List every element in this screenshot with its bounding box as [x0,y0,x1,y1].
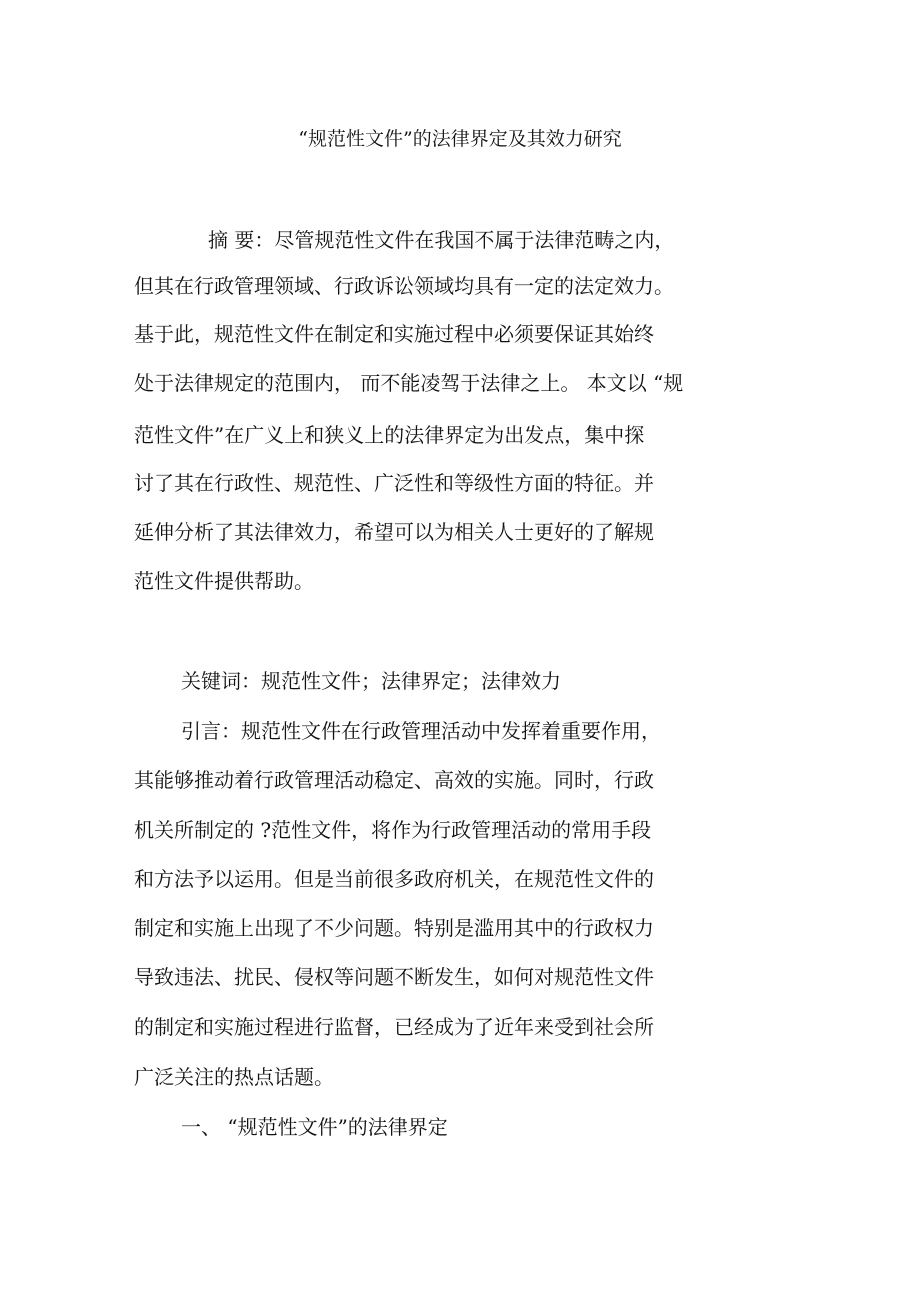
document-title: “规范性文件”的法律界定及其效力研究 [298,128,622,150]
abstract-line: 延伸分析了其法律效力，希望可以为相关人士更好的了解规 [134,520,654,544]
abstract-line: 基于此，规范性文件在制定和实施过程中必须要保证其始终 [134,322,654,346]
abstract-line: 摘 要：尽管规范性文件在我国不属于法律范畴之内， [208,228,675,252]
intro-line: 机关所制定的 ?范性文件，将作为行政管理活动的常用手段 [134,818,652,842]
abstract-line: 范性文件”在广义上和狭义上的法律界定为出发点，集中探 [134,423,645,447]
abstract-line: 讨了其在行政性、规范性、广泛性和等级性方面的特征。并 [134,471,654,495]
abstract-line: 处于法律规定的范围内， 而不能凌驾于法律之上。 本文以 “规 [134,371,684,395]
intro-line: 和方法予以运用。但是当前很多政府机关，在规范性文件的 [134,867,654,891]
intro-line: 广泛关注的热点话题。 [134,1065,334,1089]
intro-line: 的制定和实施过程进行监督，已经成为了近年来受到社会所 [134,1015,654,1039]
intro-line: 其能够推动着行政管理活动稳定、高效的实施。同时，行政 [134,768,654,792]
intro-line: 制定和实施上出现了不少问题。特别是滥用其中的行政权力 [134,916,654,940]
section-heading: 一、 “规范性文件”的法律界定 [181,1115,448,1139]
keywords-line: 关键词：规范性文件；法律界定；法律效力 [181,669,561,693]
intro-line: 引言：规范性文件在行政管理活动中发挥着重要作用， [181,719,661,743]
abstract-line: 但其在行政管理领域、行政诉讼领域均具有一定的法定效力。 [134,274,674,298]
abstract-line: 范性文件提供帮助。 [134,569,314,593]
intro-line: 导致违法、扰民、侵权等问题不断发生，如何对规范性文件 [134,965,654,989]
